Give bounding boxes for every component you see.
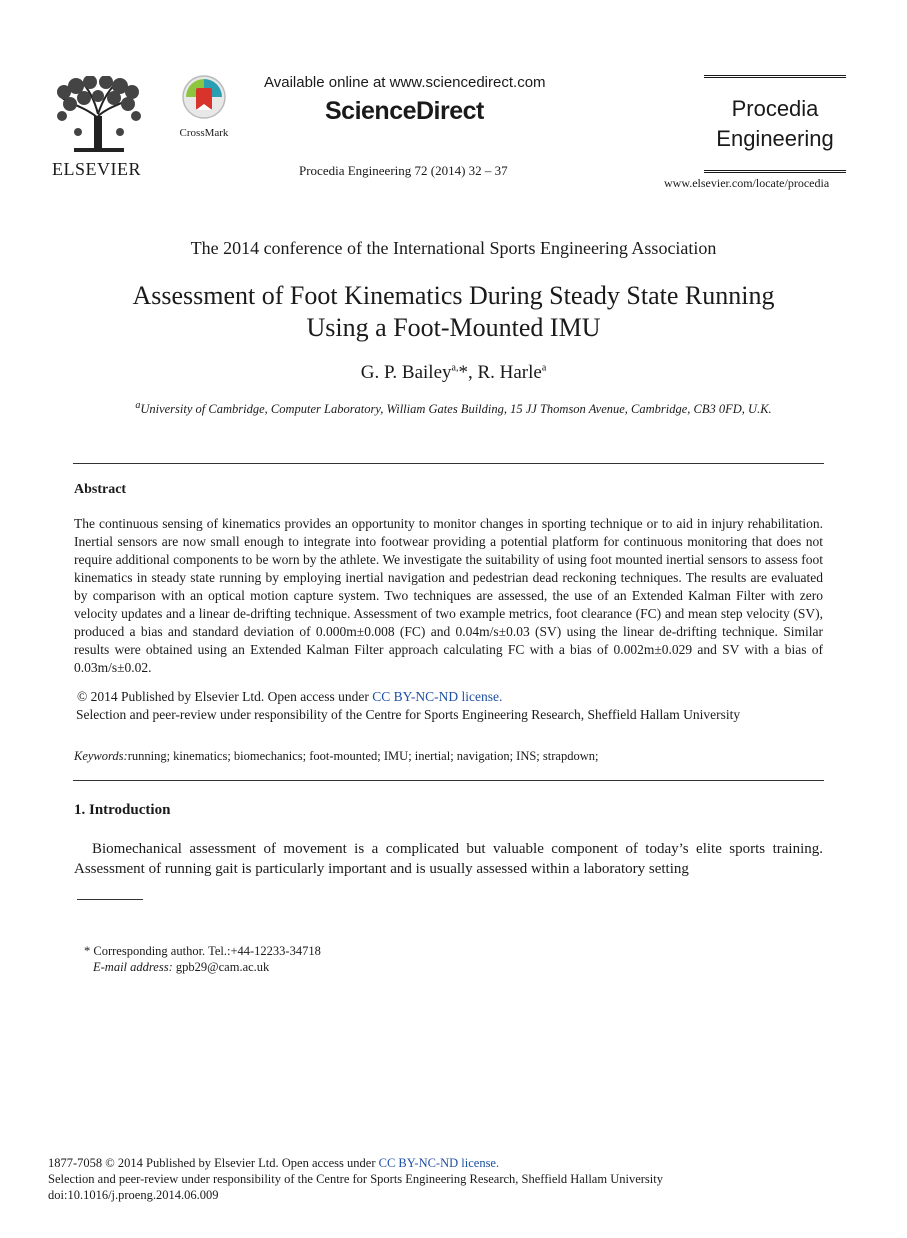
keywords-list: running; kinematics; biomechanics; foot-mounted; IMU; inertial; navigation; INS; strapdown;	[127, 749, 599, 763]
email-address[interactable]: gpb29@cam.ac.uk	[172, 960, 270, 974]
footer-peer-review: Selection and peer-review under responsibility of the Centre for Sports Engineering Research, Sheffield Hallam University	[48, 1172, 663, 1186]
crossmark-label: CrossMark	[179, 127, 229, 139]
email-label: E-mail address:	[93, 960, 173, 974]
footnote-rule	[77, 899, 143, 900]
copyright-line	[77, 688, 502, 706]
abstract-heading: Abstract	[74, 482, 127, 497]
peer-review-line: Selection and peer-review under responsibility of the Centre for Sports Engineering Research, Sheffield Hallam University	[76, 707, 741, 722]
footer-issn-line	[48, 1156, 499, 1171]
affiliation	[0, 400, 907, 417]
journal-title-line2: Engineering	[716, 126, 834, 151]
sciencedirect-logo: ScienceDirect	[325, 97, 484, 125]
footnote-star: *	[84, 944, 94, 958]
paper-title-line1: Assessment of Foot Kinematics During Steady State Running	[132, 281, 775, 310]
author-name: G. P. Bailey	[360, 362, 452, 383]
author-name: R. Harle	[477, 362, 542, 383]
corresponding-star[interactable]: *	[458, 362, 468, 383]
divider	[73, 780, 824, 781]
footer-license-link[interactable]: CC BY-NC-ND license.	[378, 1156, 500, 1170]
keywords	[74, 749, 598, 764]
footnote-corresponding	[84, 944, 321, 959]
author-separator: ,	[467, 362, 478, 383]
journal-citation: Procedia Engineering 72 (2014) 32 – 37	[299, 163, 508, 178]
footer-issn: 1877-7058 © 2014 Published by Elsevier Ltd. Open access under	[48, 1156, 379, 1170]
available-online-text: Available online at www.sciencedirect.com	[264, 74, 546, 91]
author-affiliation-sup: a	[541, 362, 547, 374]
corresponding-author: Corresponding author. Tel.:+44-12233-34718	[93, 944, 321, 958]
author-affiliation-sup: a,	[451, 362, 459, 374]
crossmark-badge[interactable]	[178, 74, 230, 139]
journal-title-line1: Procedia	[731, 96, 819, 121]
copyright-text: © 2014 Published by Elsevier Ltd. Open access under	[77, 689, 373, 704]
journal-title-box	[704, 75, 846, 173]
license-link[interactable]: CC BY-NC-ND license.	[372, 689, 503, 704]
affiliation-text: University of Cambridge, Computer Laboratory, William Gates Building, 15 JJ Thomson Avenue, Cambridge, CB3 0FD, U.K.	[140, 402, 772, 417]
crossmark-icon	[181, 74, 227, 120]
affiliation-sup: a	[135, 400, 141, 411]
elsevier-wordmark: ELSEVIER	[52, 159, 141, 179]
paper-title	[60, 280, 847, 344]
divider	[73, 463, 824, 464]
introduction-text: Biomechanical assessment of movement is a complicated but valuable component of today’s elite sports training. Assessment of running gait is particularly important and is usually assessed within a laboratory setting	[74, 841, 823, 877]
elsevier-tree-logo	[54, 76, 142, 156]
journal-url[interactable]: www.elsevier.com/locate/procedia	[664, 176, 830, 190]
abstract-text: The continuous sensing of kinematics provides an opportunity to monitor changes in sporting technique or to aid in injury rehabilitation. Inertial sensors are now small enough to integrate into footwear providing a potential platform for continuous monitoring that does not require additional components to be worn by the athlete. We investigate the suitability of using foot mounted inertial sensors to assess foot kinematics in steady state running by employing inertial navigation and pedestrian dead reckoning techniques. The results are evaluated by comparison with an optical motion capture system. Two techniques are assessed, the use of an Extended Kalman Filter with zero velocity updates and a linear de-drifting technique. Assessment of two example metrics, foot clearance (FC) and mean step velocity (SV), produced a bias and standard deviation of 0.000m±0.008 (FC) and 0.04m/s±0.03 (SV) using the linear de-drifting technique. Similar results were obtained using an Extended Kalman Filter approach calculating FC with a bias of 0.002m±0.029 and SV with a bias of 0.03m/s±0.02.	[74, 516, 823, 675]
footer-doi[interactable]: doi:10.1016/j.proeng.2014.06.009	[48, 1188, 219, 1202]
paper-title-line2: Using a Foot-Mounted IMU	[306, 313, 601, 342]
conference-line: The 2014 conference of the International Sports Engineering Association	[190, 238, 717, 258]
authors	[0, 362, 907, 384]
section-heading: 1. Introduction	[74, 802, 171, 818]
footnote-email	[93, 960, 269, 975]
keywords-label: Keywords:	[74, 749, 128, 763]
